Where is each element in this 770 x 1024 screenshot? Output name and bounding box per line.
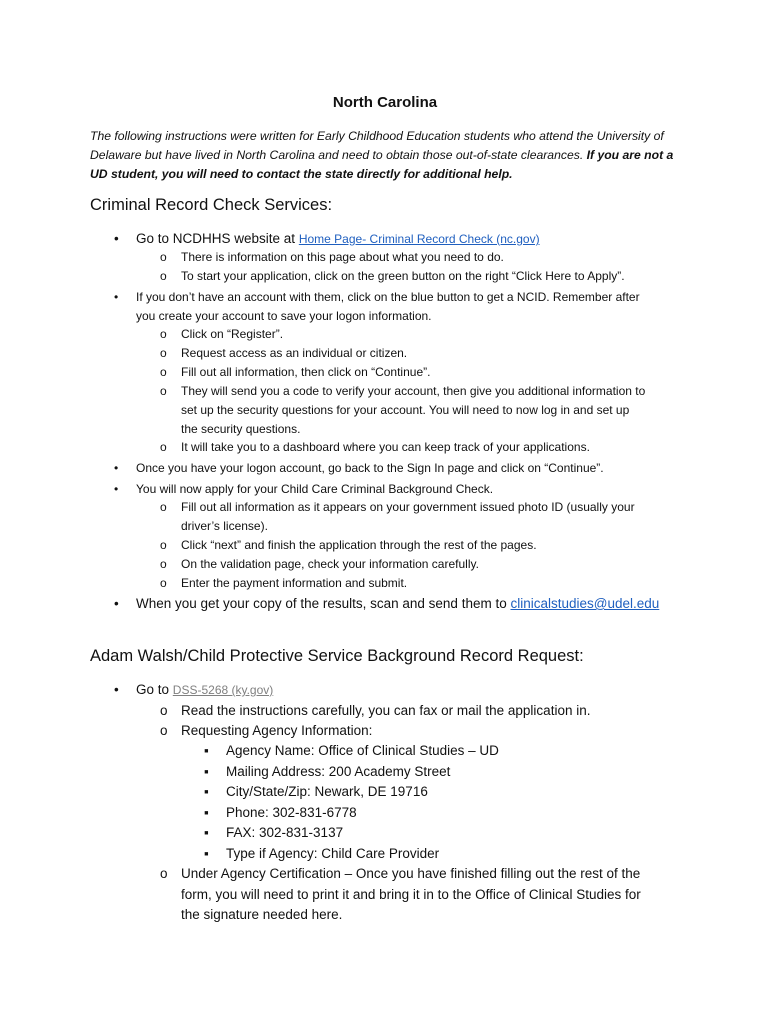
bullet-glyph: •	[114, 596, 119, 611]
list-item: Once you have your logon account, go back to the Sign In page and click on “Continue”.	[136, 461, 604, 475]
list-item: Request access as an individual or citizen.	[181, 346, 408, 360]
email-link[interactable]: clinicalstudies@udel.edu	[510, 596, 660, 611]
circle-glyph: o	[160, 327, 167, 341]
bullet-glyph: •	[114, 682, 119, 697]
list-item-continuation: form, you will need to print it and bring it in to the Office of Clinical Studies for	[181, 887, 641, 902]
list-item: Click on “Register”.	[181, 327, 284, 341]
list-item: Click “next” and finish the application through the rest of the pages.	[181, 538, 537, 552]
list-item: Requesting Agency Information:	[181, 723, 373, 738]
agency-city-state-zip: City/State/Zip: Newark, DE 19716	[226, 784, 428, 799]
intro-text: The following instructions were written for Early Childhood Education students who attend the University of Delaware but have lived in North Carolina and need to obtain those out-of-state clearances.	[90, 129, 664, 162]
list-item: There is information on this page about what you need to do.	[181, 250, 504, 264]
circle-glyph: o	[160, 866, 168, 881]
circle-glyph: o	[160, 576, 167, 590]
agency-mailing-address: Mailing Address: 200 Academy Street	[226, 764, 451, 779]
list-item: You will now apply for your Child Care Criminal Background Check.	[136, 482, 494, 496]
bullet-glyph: •	[114, 482, 119, 496]
list-item-continuation: set up the security questions for your account. You will need to now log in and set up	[181, 403, 630, 417]
list-item: Under Agency Certification – Once you have finished filling out the rest of the	[181, 866, 641, 881]
agency-fax: FAX: 302-831-3137	[226, 825, 344, 840]
circle-glyph: o	[160, 703, 168, 718]
square-glyph: ▪	[204, 784, 209, 799]
list-item: It will take you to a dashboard where you can keep track of your applications.	[181, 440, 590, 454]
bullet-glyph: •	[114, 290, 119, 304]
square-glyph: ▪	[204, 846, 209, 861]
agency-type: Type if Agency: Child Care Provider	[226, 846, 440, 861]
circle-glyph: o	[160, 384, 167, 398]
agency-phone: Phone: 302-831-6778	[226, 805, 357, 820]
circle-glyph: o	[160, 723, 168, 738]
agency-name: Agency Name: Office of Clinical Studies – UD	[226, 743, 499, 758]
circle-glyph: o	[160, 250, 167, 264]
list-item: Read the instructions carefully, you can fax or mail the application in.	[181, 703, 591, 718]
section-heading-adam-walsh: Adam Walsh/Child Protective Service Background Record Request:	[90, 647, 584, 665]
circle-glyph: o	[160, 440, 167, 454]
square-glyph: ▪	[204, 805, 209, 820]
ncdhhs-link[interactable]: Home Page- Criminal Record Check (nc.gov)	[298, 232, 540, 246]
list-item: They will send you a code to verify your account, then give you additional information to	[181, 384, 646, 398]
circle-glyph: o	[160, 346, 167, 360]
circle-glyph: o	[160, 557, 167, 571]
circle-glyph: o	[160, 500, 167, 514]
circle-glyph: o	[160, 365, 167, 379]
bullet-glyph: •	[114, 461, 119, 475]
section-heading-criminal-record: Criminal Record Check Services:	[90, 196, 333, 214]
step-text: When you get your copy of the results, scan and send them to	[136, 596, 507, 611]
list-item: Fill out all information, then click on “Continue”.	[181, 365, 431, 379]
square-glyph: ▪	[204, 743, 209, 758]
list-item	[136, 594, 659, 613]
step-text: Go to NCDHHS website at	[136, 231, 296, 246]
square-glyph: ▪	[204, 764, 209, 779]
list-item: If you don’t have an account with them, click on the blue button to get a NCID. Remember after	[136, 290, 640, 304]
step-text: Go to	[136, 682, 170, 697]
list-item-continuation: you create your account to save your logon information.	[136, 309, 432, 323]
list-item: Enter the payment information and submit.	[181, 576, 408, 590]
list-item-continuation: the signature needed here.	[181, 907, 343, 922]
circle-glyph: o	[160, 269, 167, 283]
list-item	[136, 229, 540, 249]
list-item-continuation: the security questions.	[181, 422, 301, 436]
list-item-continuation: driver’s license).	[181, 519, 268, 533]
intro-paragraph	[90, 127, 690, 184]
bullet-glyph: •	[114, 231, 119, 246]
list-item: To start your application, click on the green button on the right “Click Here to Apply”.	[181, 269, 625, 283]
circle-glyph: o	[160, 538, 167, 552]
square-glyph: ▪	[204, 825, 209, 840]
intro-bold-note: If you are not a UD student, you will need to contact the state directly for additional help.	[90, 148, 674, 181]
list-item: On the validation page, check your information carefully.	[181, 557, 479, 571]
list-item: Fill out all information as it appears on your government issued photo ID (usually your	[181, 500, 635, 514]
page-title: North Carolina	[332, 94, 438, 111]
dss-form-link[interactable]: DSS-5268 (ky.gov)	[172, 683, 274, 697]
list-item	[136, 680, 273, 700]
